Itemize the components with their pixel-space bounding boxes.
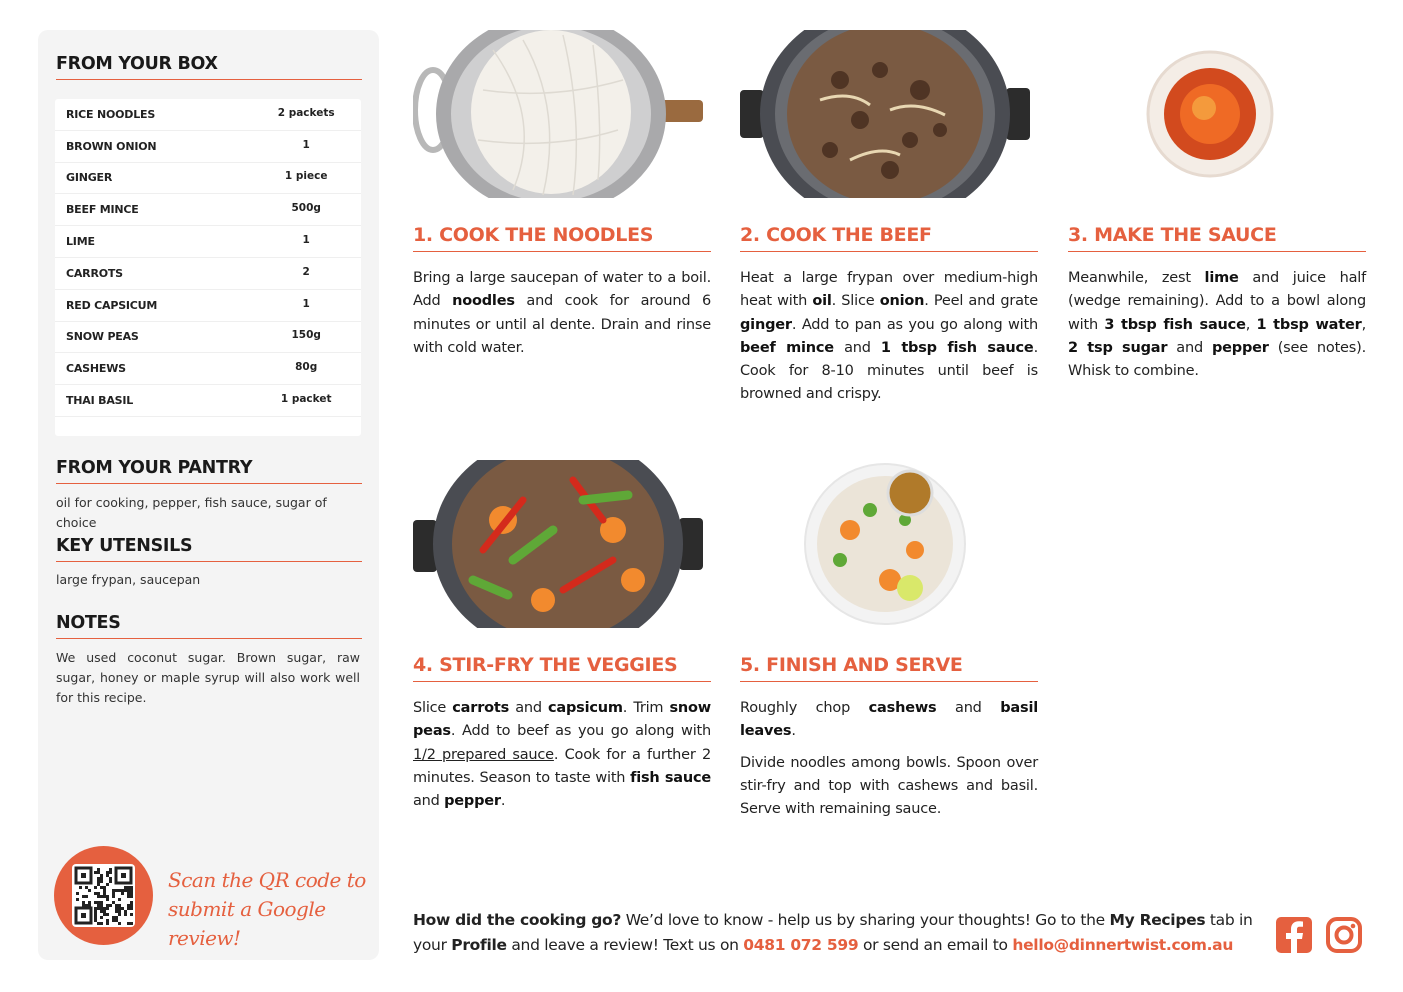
ingredient-quantity: 1 piece	[284, 170, 328, 183]
qr-caption-line-1: Scan the QR code to	[168, 868, 366, 892]
notes-text: We used coconut sugar. Brown sugar, raw sugar, honey or maple syrup will also work well for this recipe.	[56, 650, 360, 705]
ingredient-row	[55, 353, 361, 385]
ingredient-row	[55, 194, 361, 226]
ingredient-row	[55, 322, 361, 354]
ingredient-name: CASHEWS	[66, 362, 126, 376]
step-1-text: Bring a large saucepan of water to a boil. Add noodles and cook for around 6 minutes or until al dente. Drain and rinse with cold water.	[413, 270, 711, 356]
ingredient-row	[55, 258, 361, 290]
ingredient-quantity: 1	[302, 297, 310, 310]
noodles-photo	[413, 30, 703, 198]
key-utensils-heading: KEY UTENSILS	[56, 536, 362, 562]
step-2-text: Heat a large frypan over medium-high heat with oil. Slice onion. Peel and grate ginger. Add to pan as you go along with beef mince and 1 tbsp fish sauce. Cook for 8-10 minutes until beef is browned and crispy.	[740, 270, 1038, 403]
ingredient-name: CARROTS	[66, 266, 123, 280]
my-recipes-link[interactable]: My Recipes	[1109, 911, 1206, 929]
ingredient-quantity: 2 packets	[277, 106, 335, 119]
notes-heading: NOTES	[56, 613, 362, 639]
ingredient-name: BROWN ONION	[66, 139, 157, 153]
sauce-photo	[1068, 30, 1358, 198]
veggies-photo	[413, 460, 703, 628]
ingredient-name: SNOW PEAS	[66, 330, 139, 344]
beef-photo	[740, 30, 1030, 198]
step-2-title: 2. COOK THE BEEF	[740, 224, 1038, 252]
ingredient-quantity: 500g	[291, 202, 321, 215]
ingredient-quantity: 1	[302, 138, 310, 151]
ingredients-sidebar	[38, 30, 379, 960]
ingredient-name: LIME	[66, 235, 95, 249]
step-5-text: Roughly chop cashews and basil leaves. Divide noodles among bowls. Spoon over stir-fry and top with cashews and basil. Serve with remaining sauce.	[740, 700, 1038, 818]
ingredient-row	[55, 131, 361, 163]
phone-link[interactable]: 0481 072 599	[743, 936, 859, 954]
ingredient-row	[55, 385, 361, 417]
ingredient-name: GINGER	[66, 171, 113, 185]
ingredient-row	[55, 290, 361, 322]
ingredient-quantity: 1	[302, 234, 310, 247]
from-your-box-heading: FROM YOUR BOX	[56, 54, 362, 80]
ingredient-row	[55, 163, 361, 195]
ingredient-row	[55, 226, 361, 258]
pantry-text: oil for cooking, pepper, fish sauce, sugar of choice	[56, 495, 327, 530]
qr-caption-line-2: submit a Google review!	[168, 897, 326, 950]
ingredient-name: RED CAPSICUM	[66, 298, 158, 312]
ingredient-quantity: 1 packet	[280, 393, 332, 406]
review-footer: How did the cooking go? We’d love to know - help us by sharing your thoughts! Go to the My Recipes tab in your Profile and leave a review! Text us on 0481 072 599 or send an email to hello@dinnertwist.com.au	[413, 911, 1253, 954]
qr-code-badge[interactable]	[54, 846, 153, 945]
ingredient-name: BEEF MINCE	[66, 203, 139, 217]
qr-code[interactable]	[72, 864, 135, 927]
ingredient-quantity: 150g	[291, 329, 321, 342]
step-3-text: Meanwhile, zest lime and juice half (wedge remaining). Add to a bowl along with 3 tbsp fish sauce, 1 tbsp water, 2 tsp sugar and pepper (see notes). Whisk to combine.	[1068, 270, 1366, 380]
step-5-title: 5. FINISH AND SERVE	[740, 654, 1038, 682]
ingredient-name: THAI BASIL	[66, 394, 134, 408]
ingredient-quantity: 2	[302, 265, 310, 278]
ingredient-quantity: 80g	[295, 361, 318, 374]
step-4-title: 4. STIR-FRY THE VEGGIES	[413, 654, 711, 682]
facebook-icon[interactable]	[1275, 916, 1313, 954]
ingredient-name: RICE NOODLES	[66, 107, 156, 121]
qr-caption	[168, 866, 368, 953]
step-1-title: 1. COOK THE NOODLES	[413, 224, 711, 252]
instagram-icon[interactable]	[1325, 916, 1363, 954]
profile-link[interactable]: Profile	[451, 936, 507, 954]
footer-lead: How did the cooking go?	[413, 911, 622, 929]
ingredient-row	[55, 99, 361, 131]
from-your-pantry-heading: FROM YOUR PANTRY	[56, 458, 362, 484]
email-link[interactable]: hello@dinnertwist.com.au	[1012, 936, 1234, 954]
served-photo	[740, 460, 1030, 628]
ingredients-table	[55, 99, 361, 436]
utensils-text: large frypan, saucepan	[56, 572, 201, 587]
step-4-text: Slice carrots and capsicum. Trim snow peas. Add to beef as you go along with 1/2 prepared sauce. Cook for a further 2 minutes. Season to taste with fish sauce and pepper.	[413, 700, 711, 810]
step-3-title: 3. MAKE THE SAUCE	[1068, 224, 1366, 252]
